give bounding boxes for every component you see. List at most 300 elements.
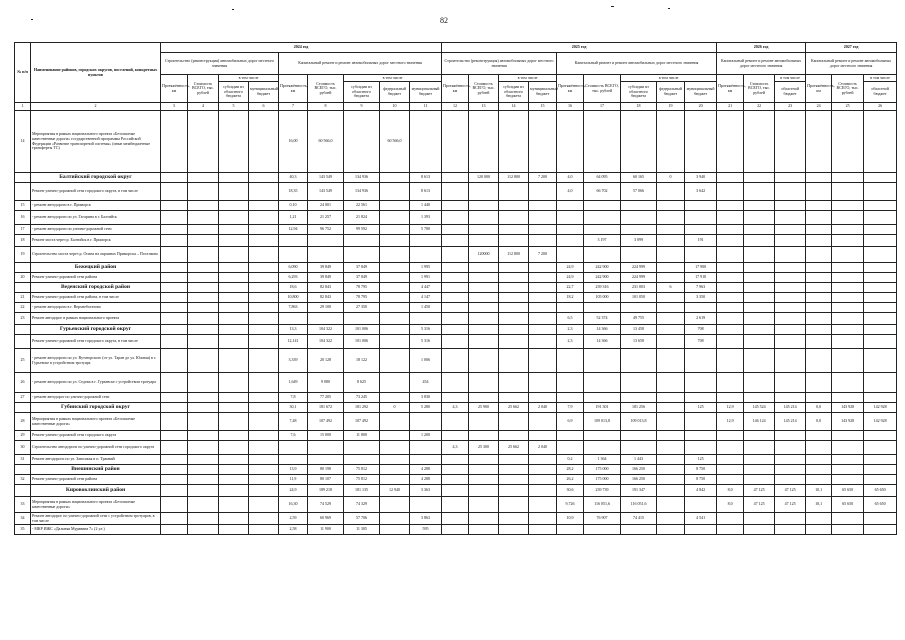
- table-cell: 143 549: [308, 183, 344, 201]
- table-cell: [499, 475, 529, 485]
- table-cell: [188, 111, 219, 173]
- table-cell: [344, 235, 380, 247]
- table-cell: 191: [685, 235, 717, 247]
- header-length: Протяжённость, км: [442, 75, 469, 103]
- table-cell: 105 000: [584, 293, 621, 303]
- table-cell: [380, 335, 410, 349]
- table-cell: [621, 431, 657, 441]
- table-cell: [806, 441, 832, 455]
- table-cell: [161, 303, 188, 313]
- table-cell: [188, 211, 219, 225]
- column-number: 19: [657, 103, 685, 111]
- table-cell: [744, 235, 775, 247]
- table-cell: 6,9: [557, 413, 584, 431]
- table-cell: 181 672: [308, 403, 344, 413]
- table-cell: [806, 525, 832, 535]
- row-number: 35: [15, 525, 31, 535]
- table-cell: [219, 313, 249, 325]
- table-cell: [380, 211, 410, 225]
- header-year-2027: 2027 год: [806, 43, 897, 53]
- table-cell: [249, 475, 279, 485]
- table-cell: [685, 225, 717, 235]
- table-cell: [557, 247, 584, 263]
- table-cell: 18,6: [279, 283, 308, 293]
- table-cell: [469, 201, 499, 211]
- table-cell: [188, 283, 219, 293]
- subheader-row: [15, 173, 897, 183]
- table-cell: [806, 283, 832, 293]
- table-row: [15, 413, 897, 431]
- table-cell: [161, 225, 188, 235]
- table-cell: 49 755: [621, 313, 657, 325]
- table-cell: [442, 335, 469, 349]
- row-number: 26: [15, 373, 31, 393]
- table-cell: [832, 293, 864, 303]
- item-name: Мероприятия в рамках национального проекта «Безопасные качественные дороги»: [31, 413, 161, 431]
- table-cell: [249, 325, 279, 335]
- table-cell: [380, 393, 410, 403]
- table-cell: [657, 183, 685, 201]
- table-cell: [529, 111, 557, 173]
- table-cell: [806, 183, 832, 201]
- table-cell: 11 305: [344, 525, 380, 535]
- table-cell: 65 650: [832, 485, 864, 497]
- financing-table: [14, 42, 897, 535]
- row-number: 16: [15, 211, 31, 225]
- table-cell: [657, 247, 685, 263]
- table-cell: [249, 293, 279, 303]
- table-cell: [249, 373, 279, 393]
- table-cell: [775, 313, 806, 325]
- table-cell: 27 350: [344, 303, 380, 313]
- table-cell: [529, 201, 557, 211]
- table-cell: [864, 335, 897, 349]
- table-cell: 30,6: [557, 485, 584, 497]
- table-cell: [219, 485, 249, 497]
- table-cell: 175 000: [584, 465, 621, 475]
- table-row: [15, 225, 897, 235]
- table-cell: [832, 225, 864, 235]
- table-cell: 112 800: [499, 247, 529, 263]
- table-cell: 4,3: [442, 441, 469, 455]
- table-cell: 1 364: [584, 455, 621, 465]
- table-cell: [249, 525, 279, 535]
- table-cell: [219, 235, 249, 247]
- table-cell: [621, 393, 657, 403]
- table-cell: [380, 303, 410, 313]
- table-cell: [161, 349, 188, 373]
- table-cell: 166 250: [621, 475, 657, 485]
- table-cell: [380, 293, 410, 303]
- header-row-years: [15, 43, 897, 53]
- row-number: 34: [15, 513, 31, 525]
- table-cell: [219, 211, 249, 225]
- table-row: [15, 441, 897, 455]
- table-cell: [864, 225, 897, 235]
- table-cell: [557, 431, 584, 441]
- table-cell: 708: [685, 335, 717, 349]
- table-cell: [717, 313, 744, 325]
- header-incl: в том числе: [344, 75, 442, 82]
- table-cell: 24 001: [308, 201, 344, 211]
- table-cell: 104 322: [308, 325, 344, 335]
- table-cell: [557, 393, 584, 403]
- table-cell: 191 301: [584, 403, 621, 413]
- table-cell: 82 843: [308, 293, 344, 303]
- table-cell: [717, 273, 744, 283]
- table-cell: [442, 373, 469, 393]
- table-cell: [499, 273, 529, 283]
- table-cell: [499, 455, 529, 465]
- item-name: - ремонт автодороги по ул. Гагарина в г. Балтийск: [31, 211, 161, 225]
- table-cell: [219, 325, 249, 335]
- table-cell: [717, 455, 744, 465]
- table-cell: [249, 349, 279, 373]
- table-cell: [499, 313, 529, 325]
- column-number: 13: [469, 103, 499, 111]
- table-cell: [410, 497, 442, 513]
- table-cell: 8 750: [685, 475, 717, 485]
- table-row: [15, 525, 897, 535]
- table-cell: [685, 349, 717, 373]
- header-name: Наименование районов, городских округов, поселений, конкретных пунктов: [31, 43, 161, 103]
- table-cell: [469, 525, 499, 535]
- row-number: [15, 485, 31, 497]
- table-cell: [775, 263, 806, 273]
- table-cell: [161, 235, 188, 247]
- table-cell: 77 205: [308, 393, 344, 403]
- table-cell: [621, 211, 657, 225]
- table-cell: 66 702: [584, 183, 621, 201]
- header-repair-2024: Капитальный ремонт и ремонт автомобильных дорог местного значения: [279, 53, 442, 75]
- row-number: 14: [15, 111, 31, 173]
- table-cell: [775, 173, 806, 183]
- table-cell: [717, 349, 744, 373]
- row-number: [15, 263, 31, 273]
- table-cell: [657, 455, 685, 465]
- table-cell: [219, 225, 249, 235]
- table-cell: [279, 441, 308, 455]
- row-number: 28: [15, 413, 31, 431]
- table-cell: [775, 455, 806, 465]
- table-cell: [469, 393, 499, 403]
- header-cost: Стоимость ВСЕГО, тыс. рублей: [308, 75, 344, 103]
- table-cell: [219, 497, 249, 513]
- table-cell: [161, 283, 188, 293]
- table-cell: [469, 273, 499, 283]
- header-regional: субсидии из областного бюджета: [499, 82, 529, 103]
- table-cell: 2,58: [279, 525, 308, 535]
- table-cell: [442, 393, 469, 403]
- subheader-row: [15, 283, 897, 293]
- table-cell: [249, 111, 279, 173]
- table-cell: [657, 293, 685, 303]
- table-cell: 239 316: [584, 283, 621, 293]
- table-cell: 64 095: [584, 173, 621, 183]
- table-cell: 4 447: [410, 283, 442, 293]
- table-cell: [529, 475, 557, 485]
- table-cell: 4,0: [557, 173, 584, 183]
- row-number: 30: [15, 441, 31, 455]
- table-cell: [219, 263, 249, 273]
- table-cell: 10,1: [806, 485, 832, 497]
- table-cell: [529, 235, 557, 247]
- header-repair-2027: Капитальный ремонт и ремонт автомобильных дорог местного значения: [806, 53, 897, 75]
- table-cell: 4,3: [442, 403, 469, 413]
- table-cell: 146 124: [744, 413, 775, 431]
- table-cell: 4 288: [410, 475, 442, 485]
- table-cell: [469, 183, 499, 201]
- table-cell: [832, 263, 864, 273]
- table-cell: [557, 225, 584, 235]
- header-year-2025: 2025 год: [442, 43, 717, 53]
- item-name: - ремонт автодороги по ул. Вутаторского (от ул. Таран до ул. Южная) в г. Гурьевске в устройством тротуара: [31, 349, 161, 373]
- table-cell: [161, 525, 188, 535]
- table-cell: [249, 273, 279, 283]
- table-cell: 78 795: [344, 283, 380, 293]
- table-cell: [188, 349, 219, 373]
- table-cell: [219, 335, 249, 349]
- table-cell: [469, 313, 499, 325]
- table-cell: [249, 403, 279, 413]
- table-cell: 96 752: [308, 225, 344, 235]
- column-number-row: [15, 103, 897, 111]
- table-cell: [249, 173, 279, 183]
- table-cell: [188, 525, 219, 535]
- table-cell: [557, 525, 584, 535]
- header-regional: субсидии из областного бюджета: [219, 82, 249, 103]
- header-incl: в том числе: [775, 75, 806, 82]
- table-cell: [717, 183, 744, 201]
- table-cell: [557, 211, 584, 225]
- table-cell: 107 492: [344, 413, 380, 431]
- table-row: [15, 111, 897, 173]
- table-cell: 0: [380, 403, 410, 413]
- table-cell: [161, 293, 188, 303]
- table-cell: [529, 325, 557, 335]
- table-cell: [685, 201, 717, 211]
- table-cell: [161, 485, 188, 497]
- table-cell: [161, 497, 188, 513]
- table-cell: 74 415: [621, 513, 657, 525]
- table-cell: [744, 313, 775, 325]
- table-cell: 7,8: [279, 393, 308, 403]
- table-cell: [249, 513, 279, 525]
- table-cell: [806, 431, 832, 441]
- table-cell: [188, 335, 219, 349]
- table-cell: [161, 431, 188, 441]
- table-cell: [249, 431, 279, 441]
- table-cell: [529, 465, 557, 475]
- table-cell: 8 750: [685, 465, 717, 475]
- table-cell: [775, 513, 806, 525]
- table-cell: [621, 373, 657, 393]
- row-number: 19: [15, 247, 31, 263]
- header-municipal: муниципальный бюджет: [685, 82, 717, 103]
- item-name: Ремонт автодороги по ул. Заволжья в п. Трамвай: [31, 455, 161, 465]
- table-cell: [161, 111, 188, 173]
- table-cell: [499, 111, 529, 173]
- table-cell: [832, 173, 864, 183]
- table-cell: [219, 413, 249, 431]
- table-cell: 1,649: [279, 373, 308, 393]
- table-cell: [864, 455, 897, 465]
- table-cell: 143 549: [308, 173, 344, 183]
- table-cell: 145 214: [775, 413, 806, 431]
- table-cell: 6,090: [279, 263, 308, 273]
- table-cell: [249, 247, 279, 263]
- item-name: - ремонт автодороги в г. Приморск: [31, 201, 161, 211]
- table-cell: [864, 303, 897, 313]
- item-name: Ремонт улично-дорожной сети района: [31, 475, 161, 485]
- row-number: 21: [15, 293, 31, 303]
- table-cell: [249, 335, 279, 349]
- table-cell: [744, 283, 775, 293]
- table-cell: [161, 335, 188, 349]
- table-cell: [219, 283, 249, 293]
- table-cell: [832, 201, 864, 211]
- district-name: Губинский городской округ: [31, 403, 161, 413]
- table-cell: 26,2: [557, 475, 584, 485]
- table-cell: 5 280: [410, 403, 442, 413]
- row-number: 17: [15, 225, 31, 235]
- table-cell: [529, 497, 557, 513]
- page-number: 82: [440, 16, 448, 25]
- table-cell: 8,0: [717, 497, 744, 513]
- row-number: 32: [15, 475, 31, 485]
- column-number: 15: [529, 103, 557, 111]
- column-number: 26: [864, 103, 897, 111]
- table-cell: 112 800: [499, 173, 529, 183]
- table-cell: [469, 455, 499, 465]
- table-cell: 7,9: [557, 403, 584, 413]
- table-cell: [744, 273, 775, 283]
- table-cell: [469, 373, 499, 393]
- table-cell: 74 529: [308, 497, 344, 513]
- table-cell: 99 592: [344, 225, 380, 235]
- table-cell: 7 200: [529, 173, 557, 183]
- table-cell: 4 147: [410, 293, 442, 303]
- table-cell: [188, 431, 219, 441]
- header-repair-2026: Капитальный ремонт и ремонт автомобильных дорог местного значения: [717, 53, 806, 75]
- table-cell: 0,0: [806, 413, 832, 431]
- table-cell: 2,3: [557, 335, 584, 349]
- row-number: 31: [15, 455, 31, 465]
- table-cell: [219, 247, 249, 263]
- item-name: Мероприятия в рамках национального проекта «Безопасные качественные дороги» государственной программы Российской Федерации «Развитие транспортной системы» (иные межбюджетные трансферты ТС): [31, 111, 161, 173]
- table-cell: 13 658: [621, 335, 657, 349]
- header-incl: в том числе: [499, 75, 557, 82]
- table-cell: [584, 349, 621, 373]
- table-cell: [584, 431, 621, 441]
- table-cell: 4 541: [685, 513, 717, 525]
- table-cell: [308, 455, 344, 465]
- row-number: 27: [15, 393, 31, 403]
- table-cell: [775, 111, 806, 173]
- table-cell: [442, 183, 469, 201]
- table-cell: [188, 393, 219, 403]
- table-cell: [864, 247, 897, 263]
- table-cell: [308, 247, 344, 263]
- table-cell: [529, 431, 557, 441]
- table-cell: [249, 455, 279, 465]
- table-cell: [806, 263, 832, 273]
- table-cell: 120000: [469, 247, 499, 263]
- scan-speck: [232, 9, 234, 10]
- table-cell: [529, 349, 557, 373]
- table-cell: 65 650: [832, 497, 864, 513]
- table-cell: 7,6: [279, 431, 308, 441]
- table-cell: [744, 325, 775, 335]
- table-cell: [744, 303, 775, 313]
- table-cell: 224 999: [621, 263, 657, 273]
- table-row: [15, 349, 897, 373]
- table-cell: [717, 373, 744, 393]
- table-cell: [469, 211, 499, 225]
- table-cell: [529, 283, 557, 293]
- table-cell: 80 198: [308, 465, 344, 475]
- table-cell: [499, 465, 529, 475]
- table-cell: [584, 247, 621, 263]
- table-cell: [161, 513, 188, 525]
- table-cell: 101 050: [621, 293, 657, 303]
- table-cell: 2 040: [529, 441, 557, 455]
- table-cell: 181 292: [344, 403, 380, 413]
- table-cell: 20 128: [308, 349, 344, 373]
- table-cell: [864, 263, 897, 273]
- table-cell: [442, 431, 469, 441]
- table-cell: 5 316: [410, 335, 442, 349]
- table-cell: [499, 485, 529, 497]
- column-number: 7: [279, 103, 308, 111]
- table-cell: [442, 293, 469, 303]
- table-cell: [717, 293, 744, 303]
- table-cell: 7,863: [279, 303, 308, 313]
- table-cell: [380, 283, 410, 293]
- table-cell: [744, 247, 775, 263]
- table-cell: [442, 485, 469, 497]
- table-cell: [657, 225, 685, 235]
- table-cell: [161, 211, 188, 225]
- column-number: 16: [557, 103, 584, 111]
- table-cell: [832, 441, 864, 455]
- table-cell: 109 013,8: [584, 413, 621, 431]
- table-cell: [380, 513, 410, 525]
- table-cell: 4 288: [410, 465, 442, 475]
- table-cell: 39 849: [308, 273, 344, 283]
- table-cell: 78 795: [344, 293, 380, 303]
- table-cell: [806, 325, 832, 335]
- table-cell: 17 910: [685, 273, 717, 283]
- table-cell: [249, 497, 279, 513]
- table-row: [15, 273, 897, 283]
- table-cell: [685, 441, 717, 455]
- table-cell: [529, 313, 557, 325]
- row-number: [15, 403, 31, 413]
- table-cell: [188, 441, 219, 455]
- table-cell: 73 245: [344, 393, 380, 403]
- table-cell: [188, 497, 219, 513]
- table-cell: 8 613: [410, 173, 442, 183]
- table-cell: [864, 273, 897, 283]
- table-cell: [621, 225, 657, 235]
- table-cell: [380, 247, 410, 263]
- table-cell: [832, 235, 864, 247]
- table-cell: [188, 403, 219, 413]
- table-cell: [806, 111, 832, 173]
- table-cell: [657, 335, 685, 349]
- table-cell: [499, 235, 529, 247]
